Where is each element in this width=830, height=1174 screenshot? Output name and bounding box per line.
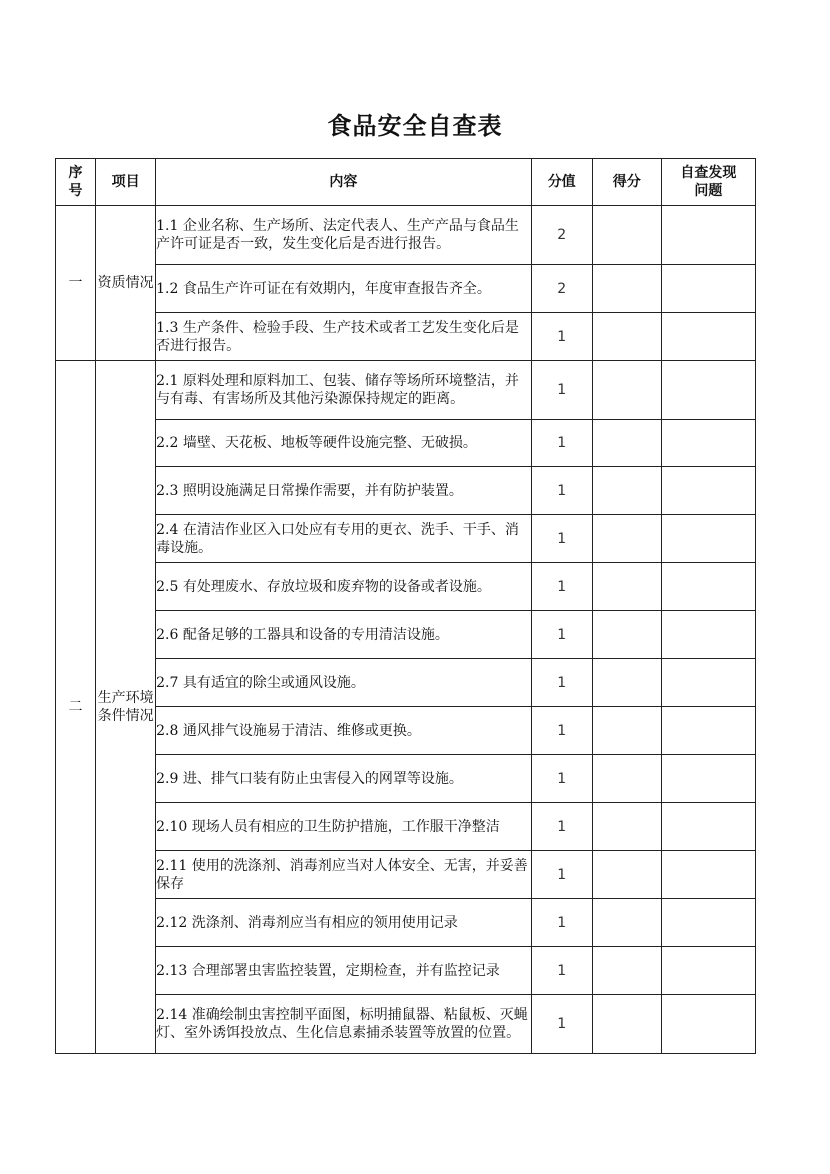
table-row xyxy=(56,995,756,1054)
row-got-cell[interactable] xyxy=(592,899,661,947)
section-item: 资质情况 xyxy=(96,206,156,361)
row-issue-cell[interactable] xyxy=(661,313,755,361)
table-row xyxy=(56,265,756,313)
table-row xyxy=(56,947,756,995)
row-score: 1 xyxy=(531,420,592,467)
table-row xyxy=(56,659,756,707)
row-content: 2.3 照明设施满足日常操作需要，并有防护装置。 xyxy=(156,467,532,515)
row-score: 1 xyxy=(531,467,592,515)
row-issue-cell[interactable] xyxy=(661,707,755,755)
table-row xyxy=(56,467,756,515)
row-score: 1 xyxy=(531,563,592,611)
row-got-cell[interactable] xyxy=(592,206,661,265)
row-got-cell[interactable] xyxy=(592,515,661,563)
row-content: 1.3 生产条件、检验手段、生产技术或者工艺发生变化后是否进行报告。 xyxy=(156,313,532,361)
document-title: 食品安全自查表 xyxy=(327,112,503,140)
row-got-cell[interactable] xyxy=(592,361,661,420)
row-content: 2.10 现场人员有相应的卫生防护措施，工作服干净整洁 xyxy=(156,803,532,851)
table-row xyxy=(56,851,756,899)
row-got-cell[interactable] xyxy=(592,659,661,707)
row-content: 2.6 配备足够的工器具和设备的专用清洁设施。 xyxy=(156,611,532,659)
row-got-cell[interactable] xyxy=(592,707,661,755)
row-issue-cell[interactable] xyxy=(661,467,755,515)
row-got-cell[interactable] xyxy=(592,420,661,467)
row-issue-cell[interactable] xyxy=(661,515,755,563)
row-score: 1 xyxy=(531,313,592,361)
section-seq: 二 xyxy=(56,361,96,1054)
row-score: 1 xyxy=(531,707,592,755)
row-content: 2.8 通风排气设施易于清洁、维修或更换。 xyxy=(156,707,532,755)
header-got: 得分 xyxy=(592,159,661,206)
row-content: 2.1 原料处理和原料加工、包装、储存等场所环境整洁，并与有毒、有害场所及其他污染源保持规定的距离。 xyxy=(156,361,532,420)
table-header-row xyxy=(56,159,756,206)
row-content: 2.2 墙壁、天花板、地板等硬件设施完整、无破损。 xyxy=(156,420,532,467)
row-issue-cell[interactable] xyxy=(661,995,755,1054)
table-row xyxy=(56,361,756,420)
row-got-cell[interactable] xyxy=(592,313,661,361)
row-issue-cell[interactable] xyxy=(661,659,755,707)
row-score: 1 xyxy=(531,803,592,851)
header-content: 内容 xyxy=(156,159,532,206)
row-got-cell[interactable] xyxy=(592,467,661,515)
row-content: 2.13 合理部署虫害监控装置，定期检查，并有监控记录 xyxy=(156,947,532,995)
row-score: 1 xyxy=(531,947,592,995)
header-score: 分值 xyxy=(531,159,592,206)
row-content: 2.4 在清洁作业区入口处应有专用的更衣、洗手、干手、消毒设施。 xyxy=(156,515,532,563)
row-issue-cell[interactable] xyxy=(661,420,755,467)
row-content: 1.1 企业名称、生产场所、法定代表人、生产产品与食品生产许可证是否一致，发生变化后是否进行报告。 xyxy=(156,206,532,265)
row-issue-cell[interactable] xyxy=(661,563,755,611)
table-row xyxy=(56,707,756,755)
row-score: 1 xyxy=(531,995,592,1054)
row-score: 1 xyxy=(531,851,592,899)
table-row xyxy=(56,313,756,361)
row-issue-cell[interactable] xyxy=(661,947,755,995)
row-issue-cell[interactable] xyxy=(661,851,755,899)
row-score: 1 xyxy=(531,659,592,707)
row-content: 2.5 有处理废水、存放垃圾和废弃物的设备或者设施。 xyxy=(156,563,532,611)
row-score: 2 xyxy=(531,206,592,265)
table-row xyxy=(56,515,756,563)
row-issue-cell[interactable] xyxy=(661,803,755,851)
table-row xyxy=(56,206,756,265)
row-issue-cell[interactable] xyxy=(661,755,755,803)
row-score: 1 xyxy=(531,361,592,420)
row-content: 2.11 使用的洗涤剂、消毒剂应当对人体安全、无害，并妥善保存 xyxy=(156,851,532,899)
row-content: 2.14 准确绘制虫害控制平面图，标明捕鼠器、粘鼠板、灭蝇灯、室外诱饵投放点、生化信息素捕杀装置等放置的位置。 xyxy=(156,995,532,1054)
table-row xyxy=(56,611,756,659)
header-seq: 序号 xyxy=(56,159,96,206)
header-item: 项目 xyxy=(96,159,156,206)
self-inspection-table xyxy=(55,158,756,1054)
row-issue-cell[interactable] xyxy=(661,265,755,313)
row-got-cell[interactable] xyxy=(592,563,661,611)
row-content: 1.2 食品生产许可证在有效期内，年度审查报告齐全。 xyxy=(156,265,532,313)
table-row xyxy=(56,420,756,467)
row-got-cell[interactable] xyxy=(592,995,661,1054)
table-row xyxy=(56,899,756,947)
row-got-cell[interactable] xyxy=(592,851,661,899)
table-row xyxy=(56,803,756,851)
row-got-cell[interactable] xyxy=(592,611,661,659)
row-score: 1 xyxy=(531,755,592,803)
row-got-cell[interactable] xyxy=(592,265,661,313)
row-issue-cell[interactable] xyxy=(661,206,755,265)
row-content: 2.12 洗涤剂、消毒剂应当有相应的领用使用记录 xyxy=(156,899,532,947)
row-got-cell[interactable] xyxy=(592,947,661,995)
row-score: 1 xyxy=(531,611,592,659)
section-item: 生产环境条件情况 xyxy=(96,361,156,1054)
table-row xyxy=(56,755,756,803)
row-issue-cell[interactable] xyxy=(661,611,755,659)
row-score: 2 xyxy=(531,265,592,313)
row-content: 2.7 具有适宜的除尘或通风设施。 xyxy=(156,659,532,707)
row-got-cell[interactable] xyxy=(592,755,661,803)
row-issue-cell[interactable] xyxy=(661,899,755,947)
row-score: 1 xyxy=(531,515,592,563)
row-score: 1 xyxy=(531,899,592,947)
row-content: 2.9 进、排气口装有防止虫害侵入的网罩等设施。 xyxy=(156,755,532,803)
section-seq: 一 xyxy=(56,206,96,361)
header-issue: 自查发现问题 xyxy=(661,159,755,206)
table-row xyxy=(56,563,756,611)
row-issue-cell[interactable] xyxy=(661,361,755,420)
row-got-cell[interactable] xyxy=(592,803,661,851)
